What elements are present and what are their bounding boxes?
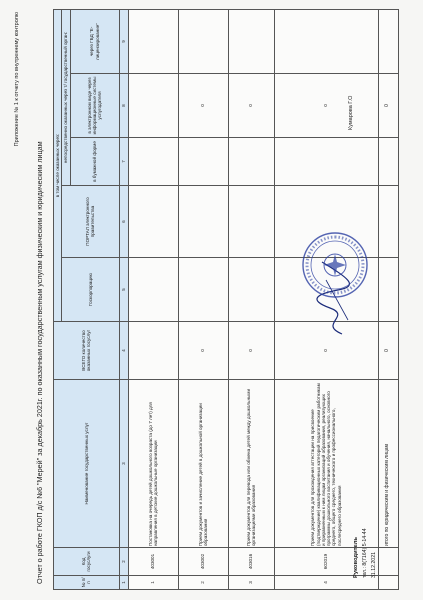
- total-row: [378, 9, 398, 589]
- header-incl: в том числе оказанных через:: [54, 9, 62, 321]
- signatory-name: Кумарова Г.О: [348, 95, 354, 130]
- row-code: 602019: [274, 548, 378, 576]
- total-label: итого по юридическим и физическим лицам: [378, 380, 398, 548]
- colnum: 1: [119, 576, 128, 590]
- row-num: 1: [128, 576, 178, 590]
- row-electronic: 0: [178, 74, 228, 138]
- header-electronic: в электронном виде через информационные системы услугодателя: [70, 74, 119, 138]
- header-name: Наименование государственных услуг: [54, 380, 120, 548]
- signature-phone: тел.: 8(7164) 5-14-44: [362, 528, 369, 578]
- report-title: Отчет о работе ГКОП д/с №6 "Мерей" за декабрь 2021г. по оказанным государственным услугам физическим и юридическим лицам: [35, 141, 44, 584]
- total-electronic: 0: [378, 74, 398, 138]
- header-direct: непосредственно оказанных через т/ государственный орган:: [62, 9, 70, 185]
- row-code: 403001: [128, 548, 178, 576]
- colnum: 2: [119, 548, 128, 576]
- colnum: 9: [119, 9, 128, 73]
- table-row: [228, 9, 274, 589]
- row-num: 4: [274, 576, 378, 590]
- row-name: Прием документов для прохождения аттестации на присвоение (подтверждение) квалификационных категорий педагогическим работникам и приравненным к ним лицам организаций образования, реализующих программы дошкольного воспитания и обучения, начального, основного среднего, общего среднего, технического и профессионального, послесреднего образования: [274, 380, 378, 548]
- row-electronic: 0: [274, 74, 378, 138]
- row-code: 403016: [228, 548, 274, 576]
- row-num: 2: [178, 576, 228, 590]
- colnum: 6: [119, 186, 128, 258]
- header-code: Код госуслуги: [54, 548, 120, 576]
- signature-block: [352, 528, 378, 578]
- row-total: 0: [228, 322, 274, 380]
- row-total: [128, 322, 178, 380]
- colnum: 5: [119, 258, 128, 322]
- row-name: Постановка на очередь детей дошкольного возраста (до 7 лет) для направления в детские дошкольные организации: [128, 380, 178, 548]
- signature-head: Руководитель: [353, 537, 359, 578]
- colnum: 3: [119, 380, 128, 548]
- colnum: 8: [119, 74, 128, 138]
- header-total: ВСЕГО количество оказанных госуслуг: [54, 322, 120, 380]
- row-total: 0: [178, 322, 228, 380]
- header-goscorp: Госкорпорацию: [62, 258, 119, 322]
- row-name: Прием документов и зачисление детей в дошкольной организации образования: [178, 380, 228, 548]
- colnum: 4: [119, 322, 128, 380]
- header-portal: ПОРТАЛ электронного правительства: [62, 186, 119, 258]
- table-row: [178, 9, 228, 589]
- row-num: 3: [228, 576, 274, 590]
- row-name: Прием документов для перевода или обмена детей между дошкольными организациями образования: [228, 380, 274, 548]
- header-paper: в бумажной форме: [70, 138, 119, 186]
- header-num: № п/п: [54, 576, 120, 590]
- appendix-note: Приложение № 1 к отчету по внутреннему контролю: [14, 12, 20, 147]
- row-code: 403002: [178, 548, 228, 576]
- official-stamp-icon: [300, 230, 370, 300]
- row-electronic: [128, 74, 178, 138]
- total-value: 0: [378, 322, 398, 380]
- row-electronic: 0: [228, 74, 274, 138]
- signature-date: 31.12.2021: [370, 552, 377, 578]
- header-egov: через ГБД "Е-лицензирование": [70, 9, 119, 73]
- row-total: 0: [274, 322, 378, 380]
- colnum: 7: [119, 138, 128, 186]
- table-row: [128, 9, 178, 589]
